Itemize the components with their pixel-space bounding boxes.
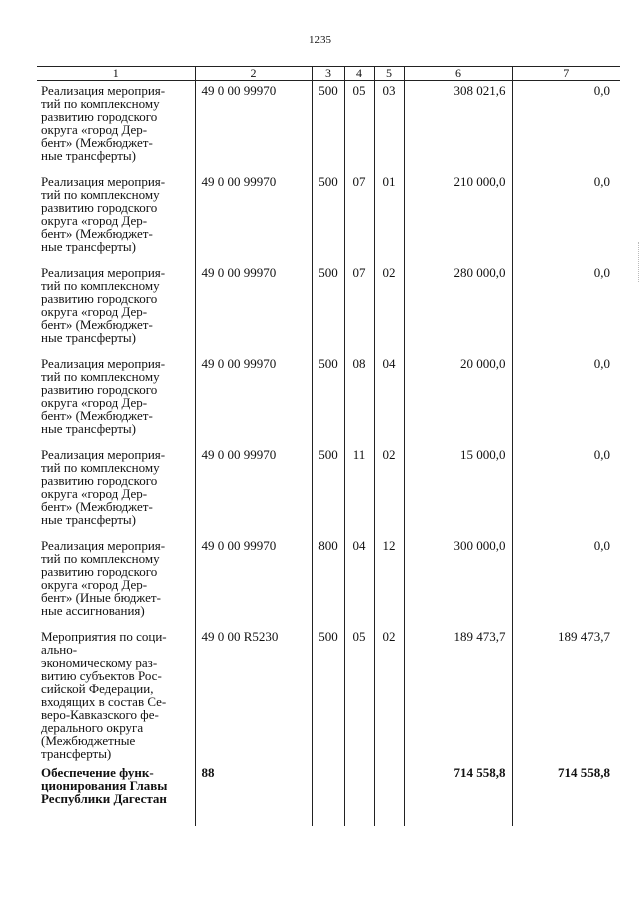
row-code: 49 0 00 99970	[195, 536, 312, 627]
row-col-5: 01	[374, 172, 404, 263]
row-col-6: 189 473,7	[404, 627, 512, 762]
row-col-7: 189 473,7	[512, 627, 620, 762]
header-col-2: 2	[195, 67, 312, 81]
row-col-6: 20 000,0	[404, 354, 512, 445]
row-col-7: 0,0	[512, 445, 620, 536]
row-col-3: 500	[312, 445, 344, 536]
row-col-7: 0,0	[512, 81, 620, 173]
row-col-3: 500	[312, 354, 344, 445]
row-code: 49 0 00 99970	[195, 81, 312, 173]
row-col-5: 02	[374, 263, 404, 354]
row-col-4: 11	[344, 445, 374, 536]
row-code: 49 0 00 99970	[195, 354, 312, 445]
table-row	[37, 172, 620, 263]
row-col-3: 500	[312, 172, 344, 263]
row-col-6: 280 000,0	[404, 263, 512, 354]
budget-table	[37, 66, 620, 826]
row-col-6: 15 000,0	[404, 445, 512, 536]
page-number: 1235	[309, 34, 331, 46]
row-code: 49 0 00 R5230	[195, 627, 312, 762]
row-col-7: 714 558,8	[512, 762, 620, 826]
row-col-7: 0,0	[512, 263, 620, 354]
row-col-3: 500	[312, 627, 344, 762]
row-col-7: 0,0	[512, 536, 620, 627]
header-col-5: 5	[374, 67, 404, 81]
row-col-4: 05	[344, 81, 374, 173]
row-col-4: 07	[344, 172, 374, 263]
table-row	[37, 445, 620, 536]
table-row-total	[37, 762, 620, 826]
header-col-4: 4	[344, 67, 374, 81]
header-row	[37, 67, 620, 81]
table-row	[37, 81, 620, 173]
row-col-3	[312, 762, 344, 826]
row-col-6: 308 021,6	[404, 81, 512, 173]
row-name: Реализация мероприя- тий по комплексному развитию городского округа «город Дер- бент» (Межбюджет- ные трансферты)	[41, 356, 166, 436]
row-col-4	[344, 762, 374, 826]
row-name: Реализация мероприя- тий по комплексному развитию городского округа «город Дер- бент» (Межбюджет- ные трансферты)	[41, 447, 166, 527]
header-col-6: 6	[404, 67, 512, 81]
row-name: Реализация мероприя- тий по комплексному развитию городского округа «город Дер- бент» (Межбюджет- ные трансферты)	[41, 265, 166, 345]
row-col-5: 02	[374, 445, 404, 536]
row-col-7: 0,0	[512, 354, 620, 445]
row-col-6: 300 000,0	[404, 536, 512, 627]
table-row	[37, 263, 620, 354]
row-col-4: 07	[344, 263, 374, 354]
row-col-5: 03	[374, 81, 404, 173]
row-name: Реализация мероприя- тий по комплексному развитию городского округа «город Дер- бент» (Межбюджет- ные трансферты)	[41, 83, 166, 163]
row-col-5: 12	[374, 536, 404, 627]
scan-edge-mark	[637, 242, 639, 282]
row-col-4: 05	[344, 627, 374, 762]
table-row	[37, 354, 620, 445]
row-code: 49 0 00 99970	[195, 263, 312, 354]
row-name: Реализация мероприя- тий по комплексному развитию городского округа «город Дер- бент» (Межбюджет- ные трансферты)	[41, 174, 166, 254]
row-col-6: 714 558,8	[404, 762, 512, 826]
row-col-4: 04	[344, 536, 374, 627]
row-code: 49 0 00 99970	[195, 172, 312, 263]
row-col-6: 210 000,0	[404, 172, 512, 263]
row-name: Обеспечение функ- ционирования Главы Республики Дагестан	[41, 765, 168, 806]
header-col-1: 1	[37, 67, 195, 81]
row-code: 88	[195, 762, 312, 826]
row-code: 49 0 00 99970	[195, 445, 312, 536]
table-row	[37, 536, 620, 627]
row-col-4: 08	[344, 354, 374, 445]
row-col-5: 04	[374, 354, 404, 445]
table-row	[37, 627, 620, 762]
row-col-5	[374, 762, 404, 826]
row-col-3: 500	[312, 81, 344, 173]
row-col-3: 800	[312, 536, 344, 627]
row-name: Мероприятия по соци- ально- экономическому раз- витию субъектов Рос- сийской Федерации, входящих в состав Се- веро-Кавказского фе- дерального округа (Межбюджетные трансферты)	[41, 629, 167, 761]
row-col-7: 0,0	[512, 172, 620, 263]
header-col-3: 3	[312, 67, 344, 81]
row-col-5: 02	[374, 627, 404, 762]
header-col-7: 7	[512, 67, 620, 81]
row-name: Реализация мероприя- тий по комплексному развитию городского округа «город Дер- бент» (Иные бюджет- ные ассигнования)	[41, 538, 166, 618]
row-col-3: 500	[312, 263, 344, 354]
